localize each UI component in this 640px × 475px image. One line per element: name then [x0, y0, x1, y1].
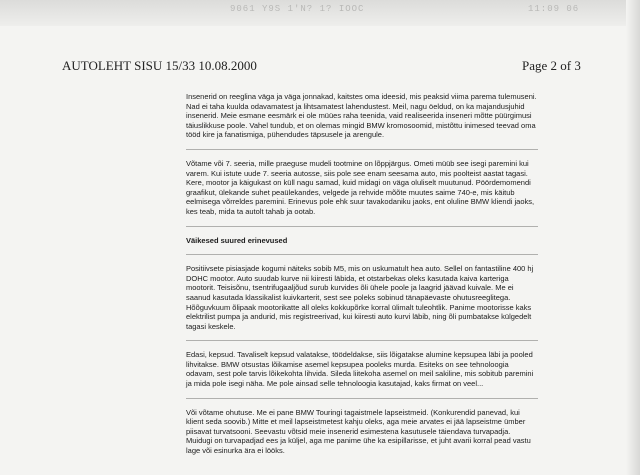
paragraph-divider: [186, 340, 538, 341]
bleed-through-text-left: 9061 Y9S 1'N? 1? IOOC: [230, 4, 365, 14]
scan-edge-top: [0, 0, 640, 26]
section-subheading: Väikesed suured erinevused: [186, 235, 288, 245]
paragraph-divider: [186, 226, 538, 227]
paragraph-5: Või võtame ohutuse. Me ei pane BMW Touringi tagaistmele lapseistmeid. (Konkurendid panevad, kui klient seda soovib.) Mitte et meil lapseistmetest kahju oleks, aga meie arvates ei jää lapseistme ümber piisavat turvatsooni. Seevastu võtsid meie insenerid esimestena kasutusele täiendava turvapadja. Muidugi on turvapadjad ees ja küljel, aga me panime ühe ka esipillarisse, et juht avarii korral pead vastu lage või esinurka ära ei lööks.: [186, 407, 531, 456]
paragraph-4: Edasi, kepsud. Tavaliselt kepsud valatakse, töödeldakse, siis lõigatakse alumine kepsupea läbi ja pooled lihvitakse. BMW otsustas lõikamise asemel kepsupea pooleks murda. Esiteks on see tehnoloogia odavam, sest pole tarvis lõikekohta lihvida. Sileda liitekoha asemel on meil sakiline, mis sobitub paremini ja mida pole isegi näha. Me pole ainsad selle tehnoloogia kasutajad, kaks firmat on veel...: [186, 350, 534, 389]
bleed-through-text-right: 11:09 06: [528, 4, 580, 14]
page-number: Page 2 of 3: [522, 58, 581, 73]
paragraph-3: Positiivsete pisiasjade kogumi näiteks sobib M5, mis on uskumatult hea auto. Sellel on fantastiline 400 hj DOHC mootor. Auto suudab kurve nii kiiresti läbida, et otstarbekas oleks kasutada kaiva karteriga mootorit. Teisisõnu, tsentrifugaaljõud surub kurvides õli ühele poole ja laagrid jäävad kuivale. Me ei saanud kasutada klassikalist kuivkarterit, sest see poleks sobinud tänapäevaste ohutusreeglitega. Hõõguvkuum õlipaak mootorikatte all oleks kokkupõrke korral ülimalt tuleohtlik. Panime mootorisse kaks elektrilist pumpa ja andurid, mis registreerivad, kui kiiresti auto kurvi läbib, ning õli pumbatakse külgedelt tagasi keskele.: [186, 264, 534, 331]
paragraph-divider: [186, 149, 538, 150]
paragraph-2: Võtame või 7. seeria, mille praeguse mudeli tootmine on lõppjärgus. Ometi müüb see isegi paremini kui varem. Kui istute uude 7. seeria autosse, siis pole see enam seesama auto, mis poolteist aastat tagasi. Kere, mootor ja käigukast on küll nagu samad, kuid midagi on väga oluliselt muutunud. Pöördemomendi graafikut, ülekande suhet peaülekandes, velgede ja rehvide mõõte muutes saime 740-e, mis käitub eelmisega võrreldes paremini. Erinevus pole ehk suur tavakodaniku jaoks, ent oluline BMW kliendi jaoks, kes teab, mida ta autolt tahab ja ootab.: [186, 158, 535, 216]
paragraph-divider: [186, 398, 538, 399]
document-header-title: AUTOLEHT SISU 15/33 10.08.2000: [62, 58, 257, 73]
article-body: [186, 92, 538, 465]
paragraph-divider: [186, 254, 538, 255]
scan-edge-right: [626, 0, 640, 475]
paragraph-1: Insenerid on reeglina väga ja väga jonnakad, kaitstes oma ideesid, mis peaksid viima parema tulemuseni. Nad ei taha kuulda odavamatest ja lihtsamatest lahendustest. Meil, nagu öeldud, on ka majandusjuhid insenerid. Meie esmane eesmärk ei ole müües raha teenida, vaid realiseerida inseneri mõtte püürgimusi täiuslikkuse poole. Vahel tundub, et on olemas mingid BMW kromosoomid, mistõttu inimesed teevad oma tööd kire ja fanatismiga, pühendudes täpsusele ja arengule.: [186, 92, 537, 140]
